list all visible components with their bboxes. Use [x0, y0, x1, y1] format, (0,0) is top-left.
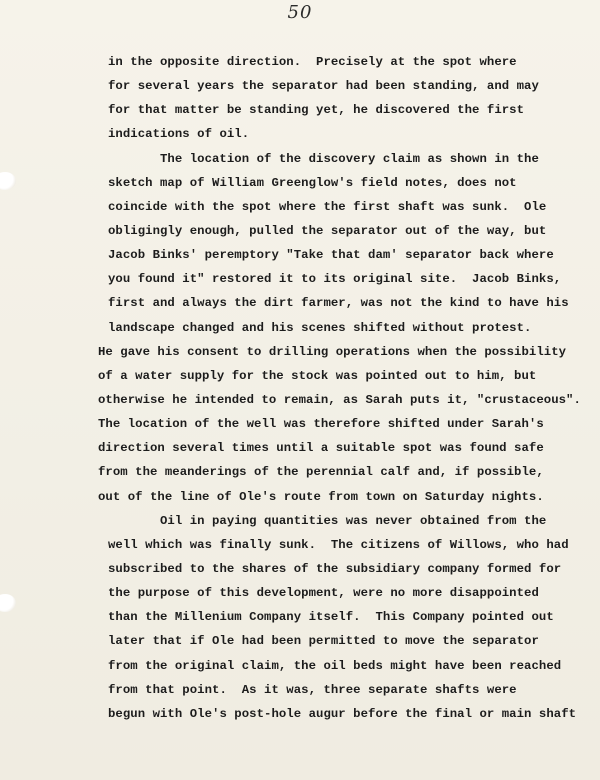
typed-text-body	[98, 50, 581, 726]
text-line: from that point. As it was, three separate shafts were	[108, 682, 517, 697]
text-line: He gave his consent to drilling operations when the possibility	[98, 344, 567, 359]
text-line: you found it" restored it to its original site. Jacob Binks,	[108, 272, 562, 287]
text-line: from the meanderings of the perennial calf and, if possible,	[98, 465, 544, 480]
text-line: in the opposite direction. Precisely at the spot where	[108, 55, 517, 69]
text-line: The location of the discovery claim as shown in the	[160, 151, 539, 166]
text-line: first and always the dirt farmer, was not the kind to have his	[108, 296, 569, 311]
text-line: The location of the well was therefore shifted under Sarah's	[98, 417, 544, 432]
text-line: for several years the separator had been standing, and may	[108, 79, 539, 94]
text-line: indications of oil.	[108, 127, 250, 142]
text-line: for that matter be standing yet, he discovered the first	[108, 103, 525, 118]
text-line: Oil in paying quantities was never obtained from the	[160, 513, 547, 528]
text-line: subscribed to the shares of the subsidiary company formed for	[108, 561, 562, 576]
text-line: landscape changed and his scenes shifted without protest.	[108, 320, 532, 335]
page-number: 50	[287, 2, 313, 23]
text-line: coincide with the spot where the first shaft was sunk. Ole	[108, 199, 547, 214]
text-line: the purpose of this development, were no more disappointed	[108, 586, 539, 601]
text-line: well which was finally sunk. The citizens of Willows, who had	[108, 537, 569, 552]
text-line: sketch map of William Greenglow's field notes, does not	[108, 175, 517, 190]
text-line: of a water supply for the stock was pointed out to him, but	[98, 368, 537, 383]
text-line: out of the line of Ole's route from town on Saturday nights.	[98, 489, 544, 504]
text-line: than the Millenium Company itself. This Company pointed out	[108, 610, 554, 625]
text-line: from the original claim, the oil beds might have been reached	[108, 658, 562, 673]
text-line: obligingly enough, pulled the separator out of the way, but	[108, 223, 547, 238]
punch-hole	[0, 594, 16, 612]
text-line: direction several times until a suitable spot was found safe	[98, 441, 544, 456]
text-line: Jacob Binks' peremptory "Take that dam' separator back where	[108, 248, 554, 263]
text-line: begun with Ole's post-hole augur before the final or main shaft	[108, 706, 577, 721]
text-line: later that if Ole had been permitted to move the separator	[108, 634, 539, 649]
text-line: otherwise he intended to remain, as Sarah puts it, "crustaceous".	[98, 392, 581, 407]
punch-hole	[0, 172, 16, 190]
